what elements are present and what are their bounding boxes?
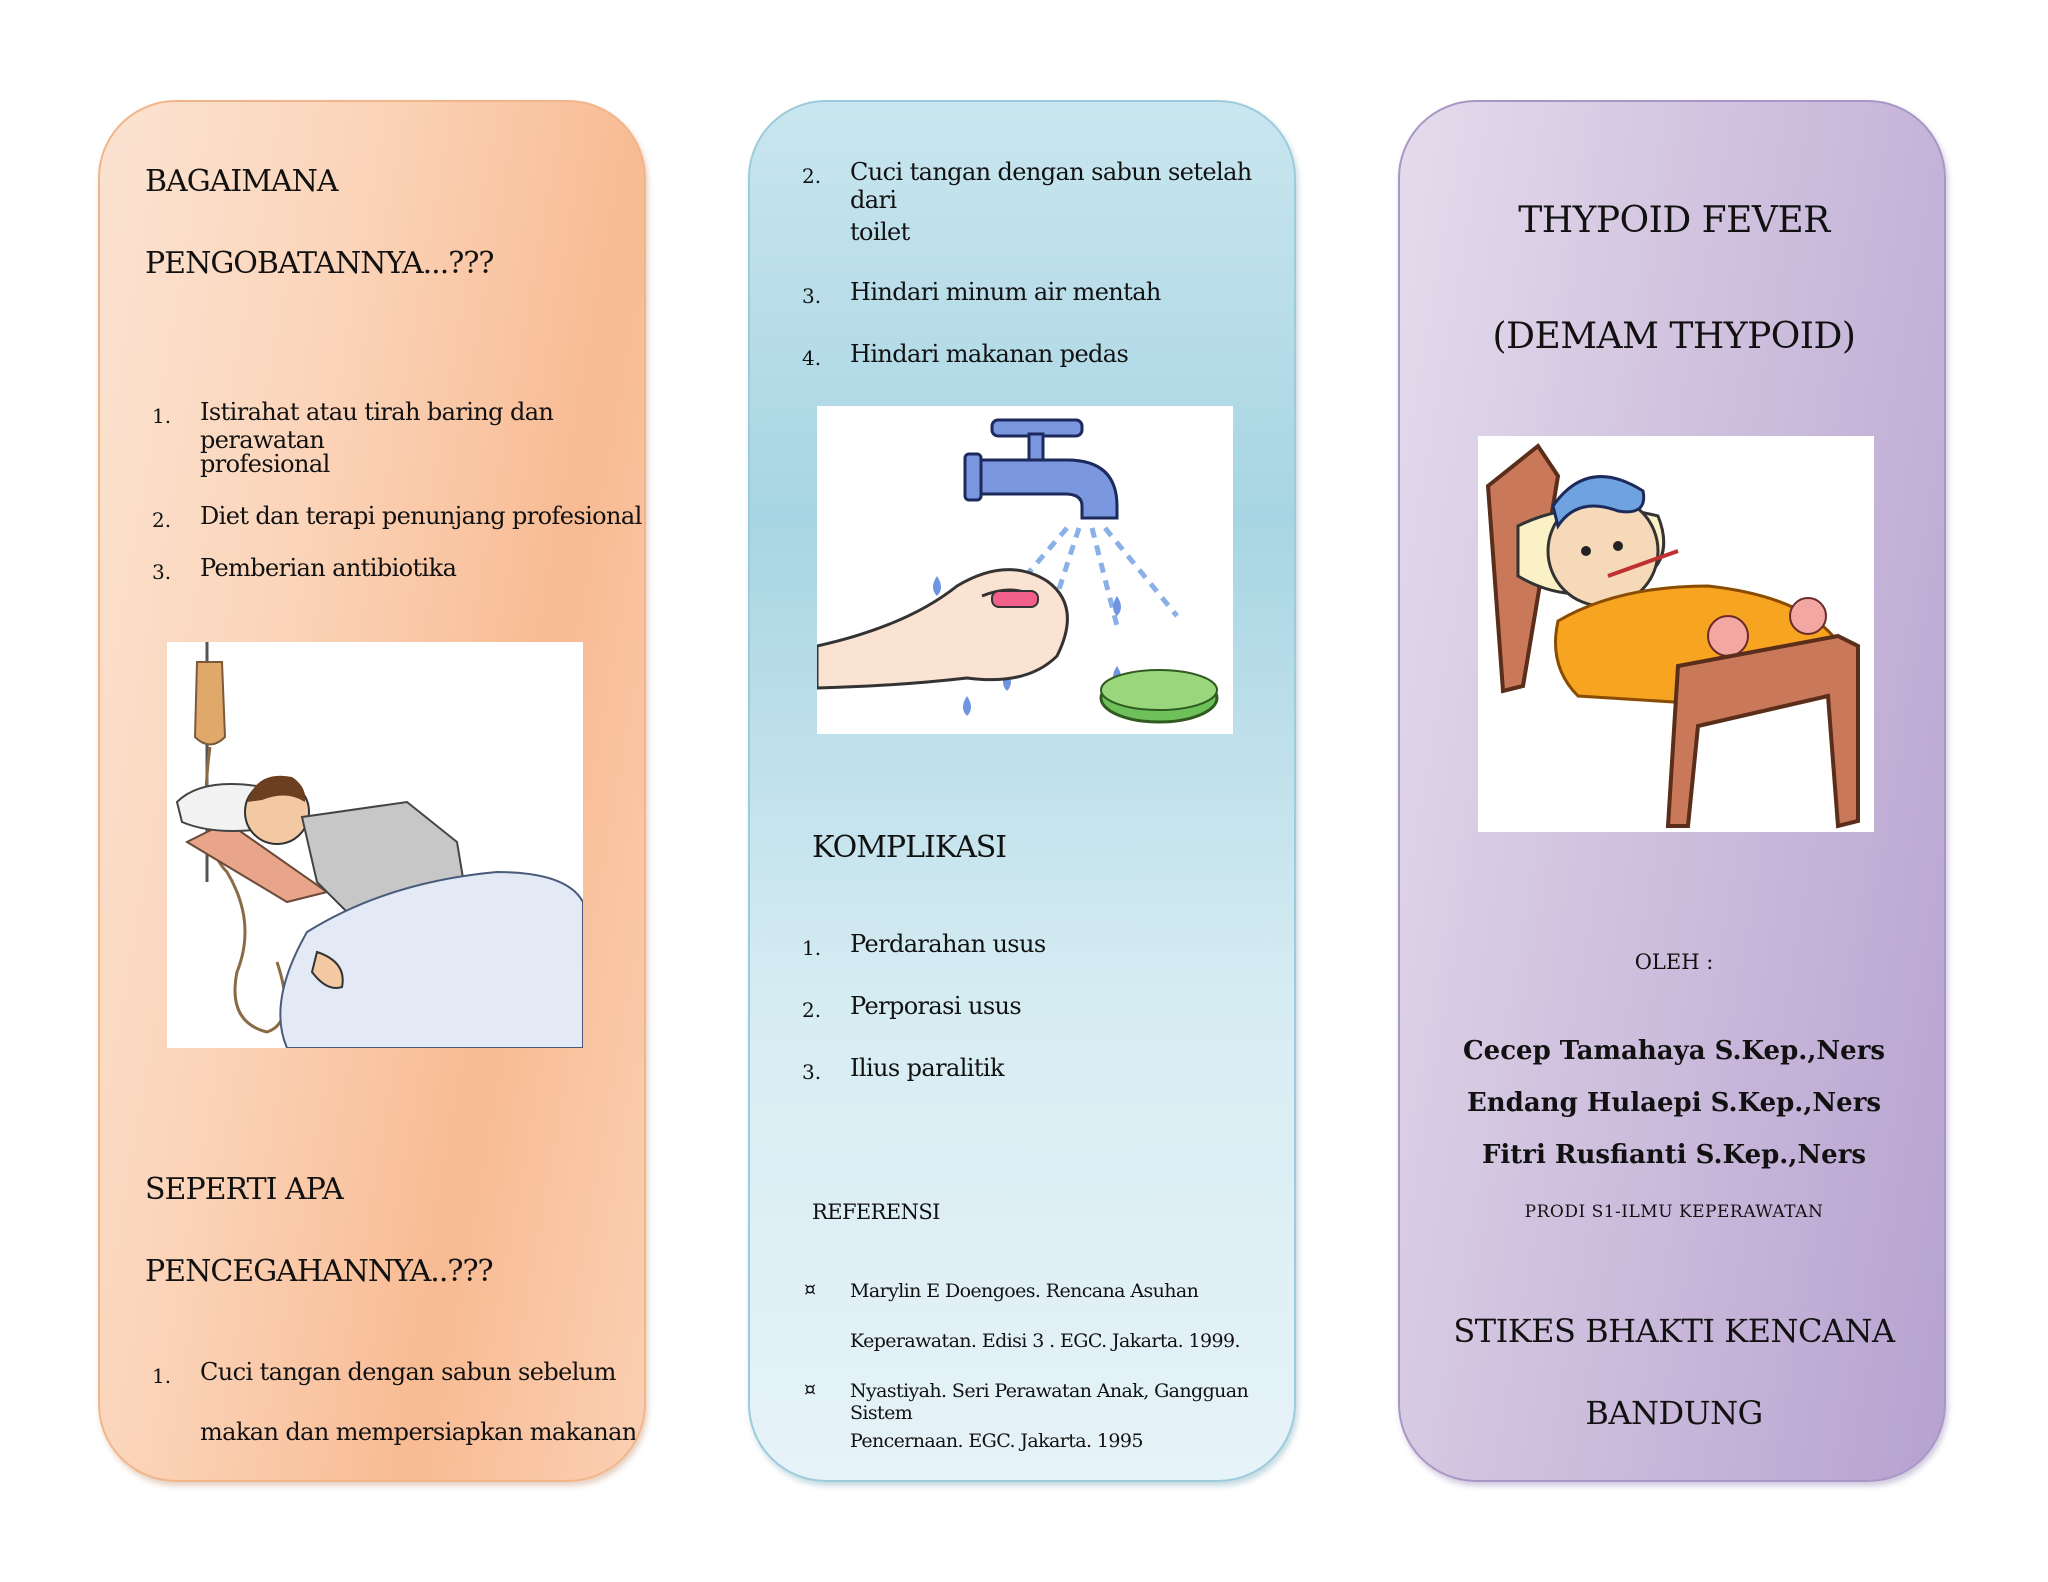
complications-heading: KOMPLIKASI [812, 830, 1007, 865]
complication-number: 1. [802, 936, 822, 960]
author-name: Cecep Tamahaya S.Kep.,Ners [1462, 1036, 1886, 1066]
prevention-item: Cuci tangan dengan sabun setelah dari [850, 158, 1252, 214]
reference-bullet: ¤ [804, 1278, 816, 1300]
sick-child-in-bed-illustration [1478, 436, 1874, 832]
complication-item: Perporasi usus [850, 992, 1022, 1020]
panel-cover [1398, 100, 1946, 1482]
prevention-heading-line1: SEPERTI APA [145, 1172, 343, 1207]
treatment-item-cont: profesional [200, 450, 330, 478]
complication-item: Ilius paralitik [850, 1054, 1004, 1082]
brochure-subtitle: (DEMAM THYPOID) [1492, 316, 1856, 357]
reference-item: Marylin E Doengoes. Rencana Asuhan [850, 1280, 1199, 1302]
panel-prevention-complications [748, 100, 1296, 1482]
handwashing-illustration [817, 406, 1233, 734]
institution-name: STIKES BHAKTI KENCANA [1453, 1312, 1895, 1350]
author-name: Fitri Rusfianti S.Kep.,Ners [1481, 1140, 1867, 1170]
hospital-patient-illustration [167, 642, 583, 1048]
prevention-item-cont: makan dan mempersiapkan makanan [200, 1418, 637, 1446]
treatment-heading-line1: BAGAIMANA [145, 164, 338, 199]
reference-item: Nyastiyah. Seri Perawatan Anak, Gangguan Sistem [850, 1380, 1249, 1424]
prevention-heading-line2: PENCEGAHANNYA..??? [145, 1254, 493, 1289]
institution-city: BANDUNG [1585, 1394, 1763, 1432]
author-name: Endang Hulaepi S.Kep.,Ners [1466, 1088, 1882, 1118]
prevention-item-cont: toilet [850, 218, 910, 246]
treatment-number: 1. [152, 404, 172, 428]
references-heading: REFERENSI [812, 1200, 940, 1224]
prevention-number: 3. [802, 284, 822, 308]
panel-treatment [98, 100, 646, 1482]
study-program: PRODI S1-ILMU KEPERAWATAN [1524, 1202, 1824, 1222]
prevention-item: Hindari makanan pedas [850, 340, 1129, 368]
prevention-item: Cuci tangan dengan sabun sebelum [200, 1358, 616, 1386]
complication-item: Perdarahan usus [850, 930, 1046, 958]
treatment-item: Diet dan terapi penunjang profesional [200, 502, 642, 530]
reference-item-cont: Pencernaan. EGC. Jakarta. 1995 [850, 1430, 1143, 1452]
treatment-number: 2. [152, 508, 172, 532]
treatment-heading-line2: PENGOBATANNYA...??? [145, 246, 494, 281]
treatment-number: 3. [152, 560, 172, 584]
prevention-number: 1. [152, 1364, 172, 1388]
brochure-title: THYPOID FEVER [1518, 200, 1830, 241]
reference-item-cont: Keperawatan. Edisi 3 . EGC. Jakarta. 1999. [850, 1330, 1240, 1352]
complication-number: 2. [802, 998, 822, 1022]
reference-bullet: ¤ [804, 1378, 816, 1400]
complication-number: 3. [802, 1060, 822, 1084]
authors-label: OLEH : [1634, 950, 1714, 974]
prevention-item: Hindari minum air mentah [850, 278, 1161, 306]
treatment-item: Pemberian antibiotika [200, 554, 457, 582]
prevention-number: 4. [802, 346, 822, 370]
prevention-number: 2. [802, 164, 822, 188]
treatment-item: Istirahat atau tirah baring dan perawatan [200, 398, 554, 454]
